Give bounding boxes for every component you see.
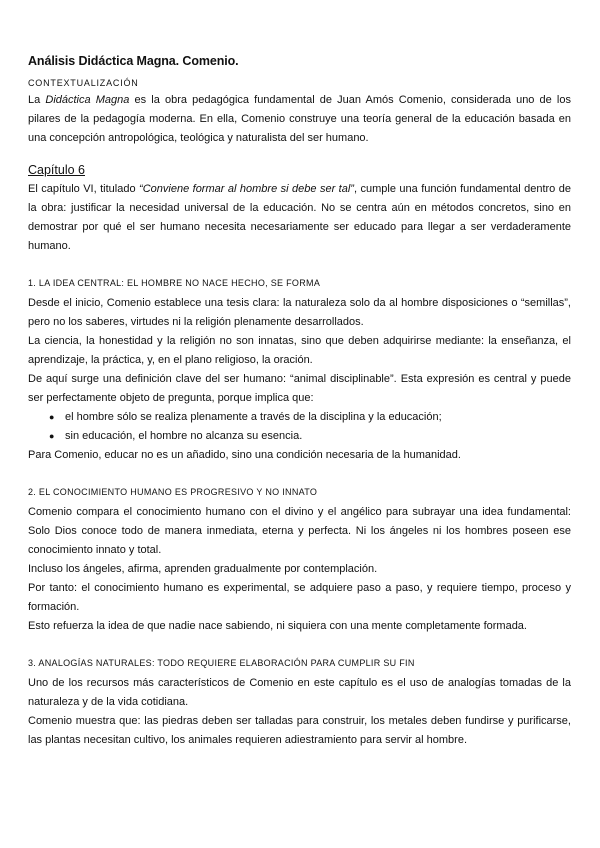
list-item-text: el hombre sólo se realiza plenamente a través de la disciplina y la educación;: [65, 411, 442, 423]
list-item: [49, 427, 571, 446]
section2-paragraph-4: Esto refuerza la idea de que nadie nace sabiendo, ni siquiera con una mente completamente formada.: [28, 620, 527, 632]
section1-paragraph-3: De aquí surge una definición clave del ser humano: “animal disciplinable”. Esta expresión es central y puede ser perfectamente objeto de pregunta, porque implica que:: [28, 373, 571, 404]
section1-paragraph-4: Para Comenio, educar no es un añadido, sino una condición necesaria de la humanidad.: [28, 449, 461, 461]
section2-paragraph-1: Comenio compara el conocimiento humano con el divino y el angélico para subrayar una idea fundamental: Solo Dios conoce todo de manera inmediata, eterna y perfecta. Ni los ángeles ni los hombres poseen ese conocimiento innato y total.: [28, 506, 571, 556]
section2-paragraph-3: Por tanto: el conocimiento humano es experimental, se adquiere paso a paso, y requiere tiempo, proceso y formación.: [28, 582, 571, 613]
chapter-paragraph: [28, 180, 571, 256]
intro-work-title: Didáctica Magna: [45, 94, 130, 106]
document-page: [28, 54, 571, 750]
section1-paragraph-2: La ciencia, la honestidad y la religión no son innatas, sino que deben adquirirse mediante: la enseñanza, el aprendizaje, la práctica, y, en el plano religioso, la oración.: [28, 335, 571, 366]
section1-heading: 1. LA IDEA CENTRAL: EL HOMBRE NO NACE HECHO, SE FORMA: [28, 278, 321, 288]
bullet-icon: ●: [49, 431, 55, 441]
document-title: Análisis Didáctica Magna. Comenio.: [28, 54, 239, 68]
chapter-quoted-title: “Conviene formar al hombre si debe ser tal”: [139, 183, 354, 195]
section3-heading: 3. ANALOGÍAS NATURALES: TODO REQUIERE ELABORACIÓN PARA CUMPLIR SU FIN: [28, 658, 415, 668]
section2-heading: 2. EL CONOCIMIENTO HUMANO ES PROGRESIVO Y NO INNATO: [28, 487, 318, 497]
chapter-title: Capítulo 6: [28, 163, 85, 177]
bullet-icon: ●: [49, 412, 55, 422]
list-item: [49, 408, 571, 427]
intro-text-start: La: [28, 94, 46, 106]
section1-bullet-list: [28, 408, 571, 446]
context-heading: CONTEXTUALIZACIÓN: [28, 78, 139, 88]
section1-paragraph-1: Desde el inicio, Comenio establece una tesis clara: la naturaleza solo da al hombre disposiciones o “semillas”, pero no los saberes, virtudes ni la religión plenamente desarrollados.: [28, 297, 571, 328]
intro-paragraph: [28, 91, 571, 148]
section3-paragraph-1: Uno de los recursos más característicos de Comenio en este capítulo es el uso de analogías tomadas de la naturaleza y de la vida cotidiana.: [28, 677, 571, 708]
section2-paragraph-2: Incluso los ángeles, afirma, aprenden gradualmente por contemplación.: [28, 563, 378, 575]
chapter-text-start: El capítulo VI, titulado: [28, 183, 140, 195]
section3-paragraph-2: Comenio muestra que: las piedras deben ser talladas para construir, los metales deben fundirse y purificarse, las plantas necesitan cultivo, los animales requieren adiestramiento para servir al hombre.: [28, 715, 571, 746]
list-item-text: sin educación, el hombre no alcanza su esencia.: [65, 430, 303, 442]
intro-text-rest: es la obra pedagógica fundamental de Juan Amós Comenio, considerada uno de los pilares de la pedagogía moderna. En ella, Comenio construye una teoría general de la educación basada en una concepción antropológica, teológica y naturalista del ser humano.: [28, 94, 571, 144]
chapter-text-rest: , cumple una función fundamental dentro de la obra: justificar la necesidad universal de la educación. No se centra aún en métodos concretos, sino en demostrar por qué el ser humano necesita necesariamente ser educado para llegar a ser verdaderamente humano.: [28, 183, 571, 252]
